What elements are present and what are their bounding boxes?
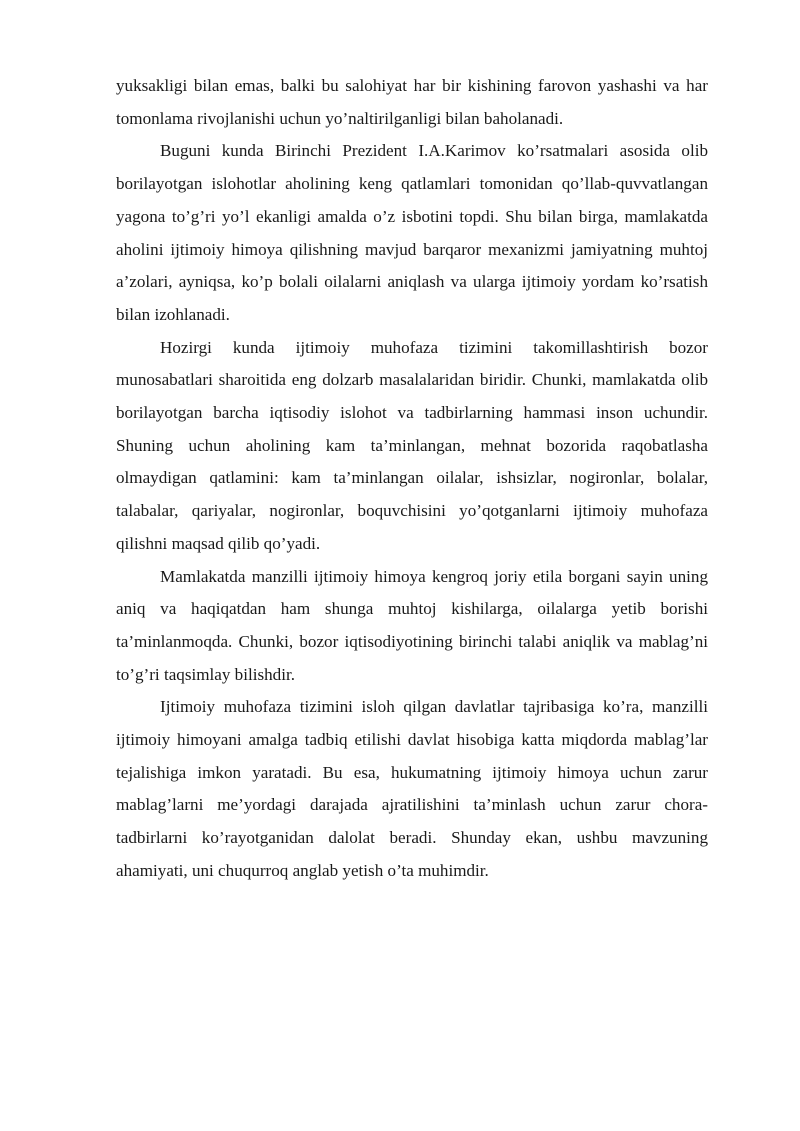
paragraph-2: Buguni kunda Birinchi Prezident I.A.Karimov ko’rsatmalari asosida olib borilayotgan islohotlar aholining keng qatlamlari tomonidan qo’llab-quvvatlangan yagona to’g’ri yo’l ekanligi amalda o’z isbotini topdi. Shu bilan birga, mamlakatda aholini ijtimoiy himoya qilishning mavjud barqaror mexanizmi jamiyatning muhtoj a’zolari, ayniqsa, ko’p bolali oilalarni aniqlash va ularga ijtimoiy yordam ko’rsatish bilan izohlanadi. <box>116 141 708 324</box>
paragraph-3: Hozirgi kunda ijtimoiy muhofaza tizimini takomillashtirish bozor munosabatlari sharoitida eng dolzarb masalalaridan biridir. Chunki, mamlakatda olib borilayotgan barcha iqtisodiy islohot va tadbirlarning hammasi inson uchundir. Shuning uchun aholining kam ta’minlangan, mehnat bozorida raqobatlasha olmaydigan qatlamini: kam ta’minlangan oilalar, ishsizlar, nogironlar, bolalar, talabalar, qariyalar, nogironlar, boquvchisini yo’qotganlarni ijtimoiy muhofaza qilishni maqsad qilib qo’yadi. <box>116 337 708 553</box>
paragraph-1: yuksakligi bilan emas, balki bu salohiyat har bir kishining farovon yashashi va har tomonlama rivojlanishi uchun yo’naltirilganligi bilan baholanadi. <box>116 76 708 128</box>
paragraph-4: Mamlakatda manzilli ijtimoiy himoya kengroq joriy etila borgani sayin uning aniq va haqiqatdan ham shunga muhtoj kishilarga, oilalarga yetib borishi ta’minlanmoqda. Chunki, bozor iqtisodiyotining birinchi talabi aniqlik va mablag’ni to’g’ri taqsimlay bilishdir. <box>116 566 708 684</box>
paragraph-5: Ijtimoiy muhofaza tizimini isloh qilgan davlatlar tajribasiga ko’ra, manzilli ijtimoiy himoyani amalga tadbiq etilishi davlat hisobiga katta miqdorda mablag’lar tejalishiga imkon yaratadi. Bu esa, hukumatning ijtimoiy himoya uchun zarur mablag’larni me’yordagi darajada ajratilishini ta’minlash uchun zarur chora-tadbirlarni ko’rayotganidan dalolat beradi. Shunday ekan, ushbu mavzuning ahamiyati, uni chuqurroq anglab yetish o’ta muhimdir. <box>116 697 708 880</box>
body-text <box>116 70 708 888</box>
